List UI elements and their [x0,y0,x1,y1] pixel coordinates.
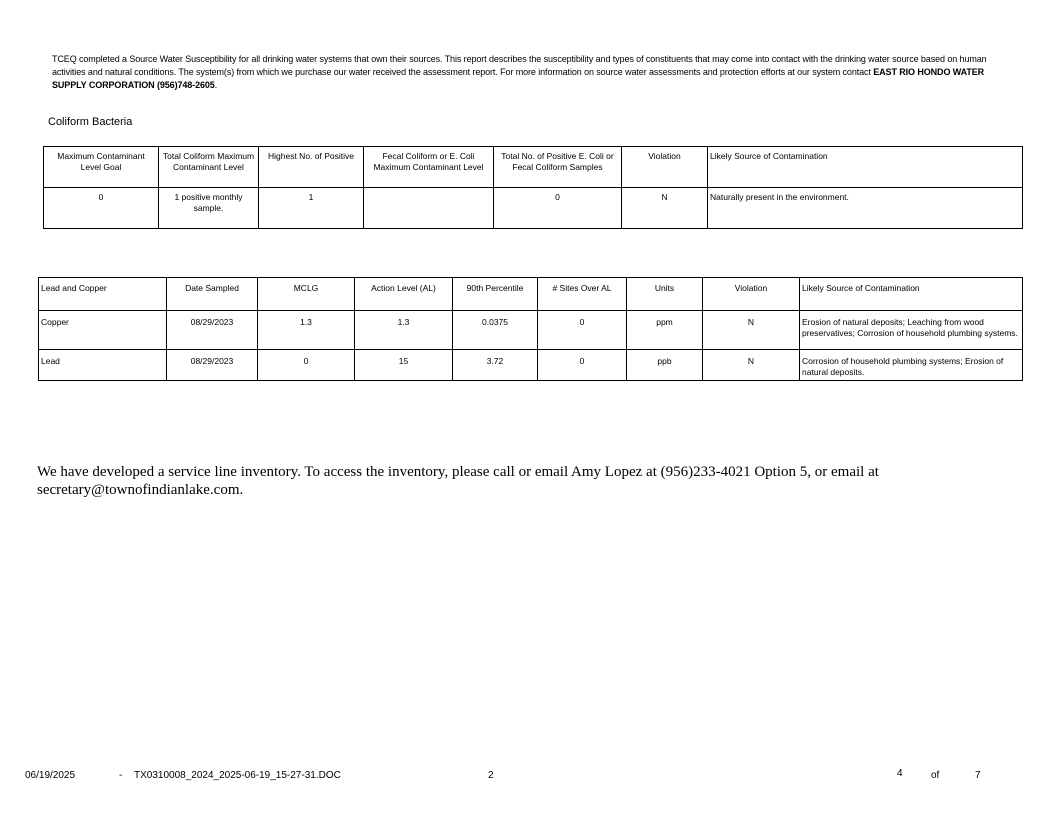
lc-cell: N [703,311,800,350]
lc-cell: ppm [627,311,703,350]
footer-dash: - [119,770,123,781]
lc-cell [800,311,1023,350]
coliform-title: Coliform Bacteria [48,116,133,128]
lc-cell: Corrosion of household plumbing systems; Erosion of natural deposits. [800,350,1023,381]
lc-cell: 08/29/2023 [167,350,258,381]
coliform-cell: 0 [494,188,622,229]
coliform-header-cell: Total Coliform Maximum Contaminant Level [159,147,259,188]
lc-cell: 15 [355,350,453,381]
lc-cell: Copper [39,311,167,350]
lc-source-text: Erosion of natural deposits; Leaching from wood preservatives; Corrosion of household plumbing systems. [802,317,1018,338]
coliform-header-cell: Fecal Coliform or E. Coli Maximum Contaminant Level [364,147,494,188]
lc-cell: 08/29/2023 [167,311,258,350]
coliform-cell: N [622,188,708,229]
lc-cell: N [703,350,800,381]
lc-header-cell: Lead and Copper [39,278,167,311]
lc-cell: 0 [258,350,355,381]
lc-cell: 1.3 [355,311,453,350]
lc-cell: 0 [538,350,627,381]
table-row [44,188,1023,229]
footer-total: 7 [975,770,981,781]
coliform-header-row [44,147,1023,188]
footer-page: 4 [897,768,903,779]
footer-date: 06/19/2025 [25,770,76,781]
footer-of: of [931,770,940,781]
coliform-header-cell: Maximum Contaminant Level Goal [44,147,159,188]
lc-header-cell: Units [627,278,703,311]
lc-header-cell: # Sites Over AL [538,278,627,311]
intro-end: . [214,80,218,90]
table-row [39,311,1023,350]
coliform-cell: Naturally present in the environment. [708,188,1023,229]
lc-cell: 0.0375 [453,311,538,350]
lc-header-cell: MCLG [258,278,355,311]
lc-header-cell: Date Sampled [167,278,258,311]
service-line-notice: We have developed a service line inventory. To access the inventory, please call or email Amy Lopez at (956)233-4021 Option 5, or email at secretary@townofindianlake.com. [37,464,879,498]
lc-cell: 1.3 [258,311,355,350]
intro-contact: EAST RIO HONDO WATER SUPPLY CORPORATION (956)748-2605 [52,67,985,90]
lead-copper-table [38,277,1023,381]
lc-cell: 3.72 [453,350,538,381]
lc-cell: 0 [538,311,627,350]
coliform-header-cell: Total No. of Positive E. Coli or Fecal Coliform Samples [494,147,622,188]
footer-number: 2 [488,770,494,781]
footer-filename: TX0310008_2024_2025-06-19_15-27-31.DOC [134,770,341,781]
coliform-cell: 1 [259,188,364,229]
coliform-cell: 1 positive monthly sample. [159,188,259,229]
lead-copper-header-row [39,278,1023,311]
coliform-header-cell: Highest No. of Positive [259,147,364,188]
lc-header-cell: Action Level (AL) [355,278,453,311]
coliform-header-cell: Violation [622,147,708,188]
lc-header-cell: Likely Source of Contamination [800,278,1023,311]
intro-text: TCEQ completed a Source Water Susceptibility for all drinking water systems that own their sources. This report describes the susceptibility and types of constituents that may come into contact with the drinking water source based on human activities and natural conditions. The system(s) from which we purchase our water received the assessment report. For more information on source water assessments and protection efforts at our system contact [52,54,987,77]
coliform-cell [364,188,494,229]
lc-header-cell: Violation [703,278,800,311]
lc-cell: ppb [627,350,703,381]
table-row [39,350,1023,381]
coliform-header-cell: Likely Source of Contamination [708,147,1023,188]
coliform-cell: 0 [44,188,159,229]
coliform-table [43,146,1023,229]
lc-cell: Lead [39,350,167,381]
lc-header-cell: 90th Percentile [453,278,538,311]
intro-paragraph [52,53,1012,92]
